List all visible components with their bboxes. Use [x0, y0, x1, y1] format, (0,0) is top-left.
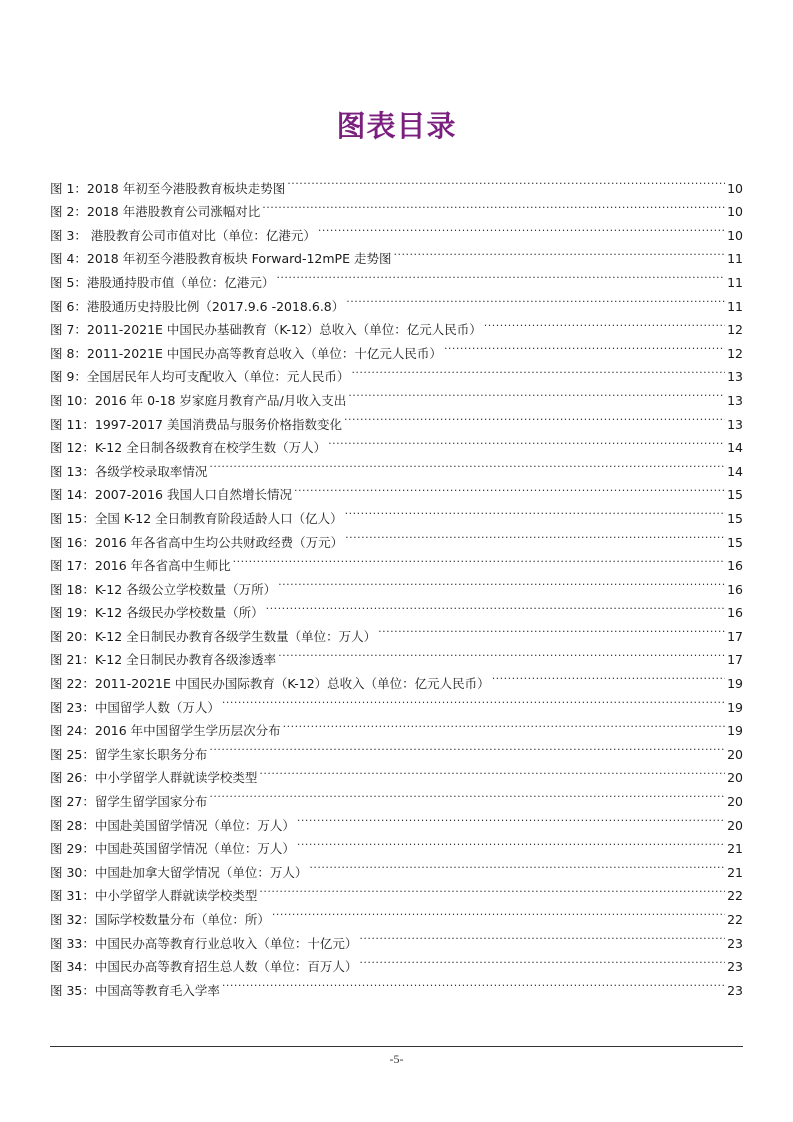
toc-dot-leader	[297, 806, 725, 830]
toc-entry-label: 图 35：中国高等教育毛入学率	[50, 982, 220, 998]
toc-entry-label: 图 29：中国赴英国留学情况（单位：万人）	[50, 841, 295, 857]
toc-dot-leader	[278, 641, 725, 665]
toc-entry-page: 21	[727, 864, 743, 880]
page-number: -5-	[389, 1052, 404, 1066]
toc-dot-leader	[276, 263, 725, 287]
toc-entry-label: 图 23：中国留学人数（万人）	[50, 699, 220, 715]
toc-entry-page: 12	[727, 322, 743, 338]
toc-entry-page: 10	[727, 204, 743, 220]
toc-entry-label: 图 30：中国赴加拿大留学情况（单位：万人）	[50, 864, 308, 880]
toc-entry-label: 图 14：2007-2016 我国人口自然增长情况	[50, 487, 292, 503]
toc-entry-page: 20	[727, 770, 743, 786]
toc-entry-label: 图 22：2011-2021E 中国民办国际教育（K-12）总收入（单位：亿元人民币）	[50, 676, 490, 692]
toc-entry-page: 13	[727, 392, 743, 408]
toc-list	[50, 169, 743, 998]
toc-entry-label: 图 27：留学生留学国家分布	[50, 794, 208, 810]
toc-dot-leader	[309, 853, 725, 877]
toc-dot-leader	[444, 334, 725, 358]
toc-entry-label: 图 1：2018 年初至今港股教育板块走势图	[50, 180, 286, 196]
toc-entry-label: 图 4：2018 年初至今港股教育板块 Forward-12mPE 走势图	[50, 251, 392, 267]
toc-entry-page: 19	[727, 676, 743, 692]
toc-dot-leader	[259, 759, 725, 783]
toc-dot-leader	[259, 877, 725, 901]
toc-dot-leader	[345, 499, 725, 523]
toc-entry-label: 图 12：K-12 全日制各级教育在校学生数（万人）	[50, 440, 327, 456]
toc-dot-leader	[345, 523, 725, 547]
toc-dot-leader	[359, 948, 725, 972]
toc-dot-leader	[283, 712, 725, 736]
toc-dot-leader	[209, 782, 725, 806]
toc-entry-label: 图 11：1997-2017 美国消费品与服务价格指数变化	[50, 416, 342, 432]
toc-dot-leader	[328, 429, 725, 453]
toc-entry-page: 10	[727, 227, 743, 243]
toc-entry-page: 23	[727, 982, 743, 998]
toc-dot-leader	[393, 240, 725, 264]
toc-dot-leader	[351, 358, 725, 382]
toc-dot-leader	[272, 900, 725, 924]
toc-entry-page: 23	[727, 959, 743, 975]
toc-entry-page: 14	[727, 440, 743, 456]
toc-dot-leader	[346, 287, 725, 311]
toc-entry-label: 图 28：中国赴美国留学情况（单位：万人）	[50, 817, 295, 833]
toc-dot-leader	[294, 476, 725, 500]
toc-dot-leader	[222, 688, 725, 712]
toc-entry-page: 10	[727, 180, 743, 196]
toc-entry-label: 图 25：留学生家长职务分布	[50, 746, 208, 762]
page-title: 图表目录	[336, 109, 457, 143]
toc-entry-page: 11	[727, 298, 743, 314]
toc-entry-page: 15	[727, 510, 743, 526]
toc-dot-leader	[359, 924, 725, 948]
toc-entry-label: 图 7：2011-2021E 中国民办基础教育（K-12）总收入（单位：亿元人民币）	[50, 322, 482, 338]
toc-entry-page: 15	[727, 487, 743, 503]
toc-entry-label: 图 3： 港股教育公司市值对比（单位：亿港元）	[50, 227, 316, 243]
toc-entry-label: 图 31：中小学留学人群就读学校类型	[50, 888, 258, 904]
toc-entry-page: 13	[727, 416, 743, 432]
toc-entry-page: 17	[727, 628, 743, 644]
toc-entry-page: 23	[727, 935, 743, 951]
toc-dot-leader	[222, 971, 725, 995]
toc-entry-page: 19	[727, 723, 743, 739]
toc-dot-leader	[209, 452, 725, 476]
toc-entry-label: 图 17：2016 年各省高中生师比	[50, 558, 231, 574]
toc-entry-page: 19	[727, 699, 743, 715]
toc-entry-page: 22	[727, 912, 743, 927]
toc-entry-page: 11	[727, 274, 743, 290]
toc-entry-label: 图 18：K-12 各级公立学校数量（万所）	[50, 581, 277, 597]
toc-entry-page: 15	[727, 534, 743, 550]
toc-entry-label: 图 9：全国居民年人均可支配收入（单位：元人民币）	[50, 369, 350, 385]
toc-entry-label: 图 6：港股通历史持股比例（2017.9.6 -2018.6.8）	[50, 298, 345, 314]
toc-entry-label: 图 20：K-12 全日制民办教育各级学生数量（单位：万人）	[50, 628, 377, 644]
toc-entry-label: 图 33：中国民办高等教育行业总收入（单位：十亿元）	[50, 935, 358, 951]
toc-entry-page: 13	[727, 369, 743, 385]
footer-divider	[50, 1046, 743, 1047]
toc-entry-page: 21	[727, 841, 743, 857]
toc-entry-page: 14	[727, 463, 743, 479]
toc-entry-label: 图 15：全国 K-12 全日制教育阶段适龄人口（亿人）	[50, 510, 343, 526]
toc-entry-page: 20	[727, 817, 743, 833]
toc-entry[interactable]	[50, 169, 743, 196]
toc-entry-label: 图 24：2016 年中国留学生学历层次分布	[50, 723, 281, 739]
toc-dot-leader	[278, 570, 725, 594]
toc-entry-page: 20	[727, 746, 743, 762]
toc-dot-leader	[266, 594, 725, 618]
toc-dot-leader	[492, 664, 725, 688]
toc-dot-leader	[297, 830, 725, 854]
toc-entry-label: 图 13：各级学校录取率情况	[50, 463, 208, 479]
toc-dot-leader	[287, 169, 725, 193]
toc-entry-label: 图 16：2016 年各省高中生均公共财政经费（万元）	[50, 534, 344, 550]
toc-entry-page: 11	[727, 251, 743, 267]
toc-dot-leader	[262, 193, 725, 217]
toc-entry-label: 图 32：国际学校数量分布（单位：所）	[50, 912, 270, 927]
toc-entry-label: 图 2：2018 年港股教育公司涨幅对比	[50, 204, 261, 220]
toc-dot-leader	[233, 547, 725, 571]
toc-dot-leader	[318, 216, 725, 240]
toc-entry-label: 图 10：2016 年 0-18 岁家庭月教育产品/月收入支出	[50, 392, 347, 408]
toc-dot-leader	[378, 617, 725, 641]
toc-entry-page: 12	[727, 345, 743, 361]
toc-entry-page: 16	[727, 605, 743, 621]
toc-entry-label: 图 34：中国民办高等教育招生总人数（单位：百万人）	[50, 959, 358, 975]
toc-dot-leader	[209, 735, 725, 759]
toc-entry-page: 20	[727, 794, 743, 810]
toc-entry-page: 22	[727, 888, 743, 904]
toc-dot-leader	[484, 311, 725, 335]
toc-dot-leader	[348, 381, 725, 405]
toc-entry-label: 图 19：K-12 各级民办学校数量（所）	[50, 605, 264, 621]
toc-dot-leader	[344, 405, 725, 429]
toc-entry-label: 图 21：K-12 全日制民办教育各级渗透率	[50, 652, 277, 668]
toc-entry-page: 17	[727, 652, 743, 668]
toc-entry-label: 图 8：2011-2021E 中国民办高等教育总收入（单位：十亿元人民币）	[50, 345, 442, 361]
toc-entry-page: 16	[727, 558, 743, 574]
toc-entry-page: 16	[727, 581, 743, 597]
toc-entry-label: 图 5：港股通持股市值（单位：亿港元）	[50, 274, 275, 290]
toc-entry-label: 图 26：中小学留学人群就读学校类型	[50, 770, 258, 786]
